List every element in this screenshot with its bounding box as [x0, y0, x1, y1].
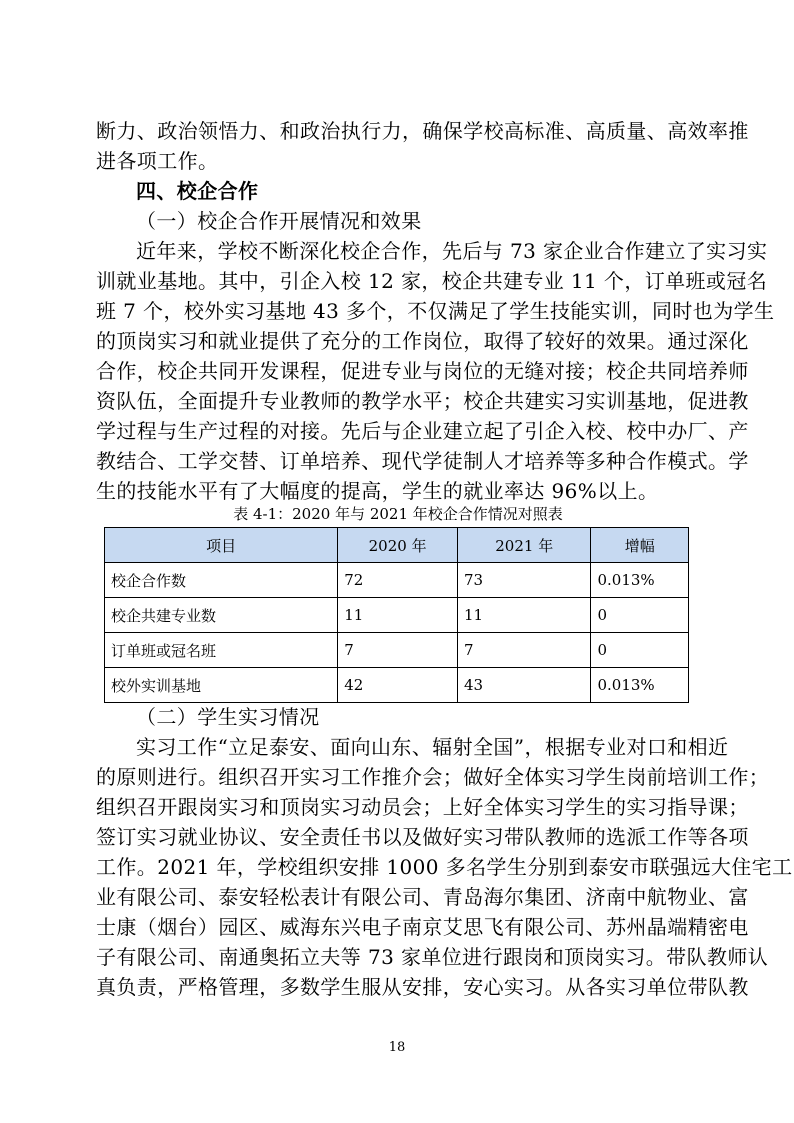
paragraph-line: 生的技能水平有了大幅度的提高，学生的就业率达 96%以上。 — [96, 479, 659, 503]
table-cell: 72 — [338, 563, 458, 598]
table-header-row — [105, 528, 689, 563]
table-cell: 订单班或冠名班 — [105, 633, 338, 668]
paragraph-line: 训就业基地。其中，引企入校 12 家，校企共建专业 11 个，订单班或冠名 — [96, 269, 768, 293]
table-cell: 校企共建专业数 — [105, 598, 338, 633]
paragraph-top-line: 断力、政治领悟力、和政治执行力，确保学校高标准、高质量、高效率推 — [96, 119, 749, 143]
table-cell: 0 — [591, 598, 689, 633]
table-cell: 11 — [338, 598, 458, 633]
paragraph-line: 实习工作“立足泰安、面向山东、辐射全国”，根据专业对口和相近 — [136, 735, 729, 759]
table-cell: 7 — [338, 633, 458, 668]
table-header-cell: 项目 — [105, 528, 338, 563]
table-cell: 校外实训基地 — [105, 668, 338, 703]
paragraph-line: 的顶岗实习和就业提供了充分的工作岗位，取得了较好的效果。通过深化 — [96, 329, 749, 353]
table-cell: 0 — [591, 633, 689, 668]
paragraph-line: 资队伍，全面提升专业教师的教学水平；校企共建实习实训基地，促进教 — [96, 389, 749, 413]
paragraph-line: 教结合、工学交替、订单培养、现代学徒制人才培养等多种合作模式。学 — [96, 449, 749, 473]
table-row — [105, 563, 689, 598]
table-cell: 43 — [457, 668, 590, 703]
paragraph-line: 班 7 个，校外实习基地 43 多个，不仅满足了学生技能实训，同时也为学生 — [96, 299, 775, 323]
table-cell: 11 — [457, 598, 590, 633]
table-cell: 校企合作数 — [105, 563, 338, 598]
table-row — [105, 633, 689, 668]
comparison-table — [104, 527, 689, 703]
paragraph-line: 业有限公司、泰安轻松表计有限公司、青岛海尔集团、济南中航物业、富 — [96, 885, 749, 909]
table-cell: 0.013% — [591, 563, 689, 598]
table-row — [105, 598, 689, 633]
paragraph-line: 近年来，学校不断深化校企合作，先后与 73 家企业合作建立了实习实 — [136, 239, 768, 263]
table-header-cell: 2020 年 — [338, 528, 458, 563]
paragraph-line: 士康（烟台）园区、威海东兴电子南京艾思飞有限公司、苏州晶端精密电 — [96, 915, 749, 939]
table-header-cell: 增幅 — [591, 528, 689, 563]
paragraph-line: 学过程与生产过程的对接。先后与企业建立起了引企入校、校中办厂、产 — [96, 419, 749, 443]
table-cell: 7 — [457, 633, 590, 668]
subsection-heading: （一）校企合作开展情况和效果 — [136, 209, 422, 233]
paragraph-line: 真负责，严格管理，多数学生服从安排，安心实习。从各实习单位带队教 — [96, 975, 749, 999]
paragraph-line: 签订实习就业协议、安全责任书以及做好实习带队教师的选派工作等各项 — [96, 825, 749, 849]
paragraph-top-line: 进各项工作。 — [96, 149, 219, 173]
subsection-heading: （二）学生实习情况 — [136, 705, 320, 729]
table-row — [105, 668, 689, 703]
table-cell: 42 — [338, 668, 458, 703]
paragraph-line: 的原则进行。组织召开实习工作推介会；做好全体实习学生岗前培训工作； — [96, 765, 770, 789]
table-header-cell: 2021 年 — [457, 528, 590, 563]
table-cell: 73 — [457, 563, 590, 598]
page-number: 18 — [388, 1040, 406, 1055]
paragraph-line: 子有限公司、南通奥拓立夫等 73 家单位进行跟岗和顶岗实习。带队教师认 — [96, 945, 769, 969]
table-cell: 0.013% — [591, 668, 689, 703]
section-heading: 四、校企合作 — [136, 179, 259, 203]
paragraph-line: 工作。2021 年，学校组织安排 1000 多名学生分别到泰安市联强远大住宅工 — [96, 855, 793, 879]
paragraph-line: 组织召开跟岗实习和顶岗实习动员会；上好全体实习学生的实习指导课； — [96, 795, 749, 819]
table-caption: 表 4-1：2020 年与 2021 年校企合作情况对照表 — [233, 505, 563, 523]
paragraph-line: 合作，校企共同开发课程，促进专业与岗位的无缝对接；校企共同培养师 — [96, 359, 749, 383]
